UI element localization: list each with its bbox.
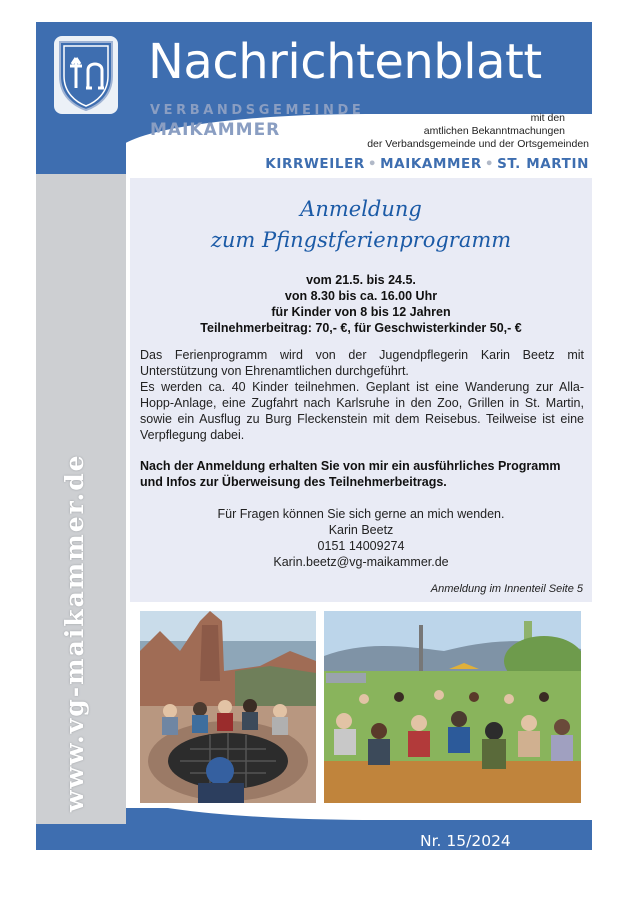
program-details: [130, 272, 592, 336]
footer-white-curve: [126, 808, 592, 820]
town-name: KIRRWEILER: [265, 156, 365, 172]
article-paragraph: Das Ferienprogramm wird von der Jugendpflegerin Karin Beetz mit Unterstützung von Ehrenamtlichen durchgeführt.: [140, 348, 584, 378]
town-separator: •: [367, 156, 378, 172]
article-subheadline: zum Pfingstferienprogramm: [210, 228, 512, 252]
contact-email[interactable]: Karin.beetz@vg-maikammer.de: [273, 555, 449, 569]
contact-phone: 0151 14009274: [317, 539, 405, 553]
tagline-line: amtlichen Bekanntmachungen: [423, 125, 565, 137]
sidebar-blue-bottom: [36, 824, 126, 850]
masthead-vg-name: MAIKAMMER: [150, 120, 281, 140]
tagline-line: der Verbandsgemeinde und der Ortsgemeinden: [367, 138, 589, 150]
contact-block: [130, 506, 592, 570]
town-name: ST. MARTIN: [497, 156, 589, 172]
article-notice: Nach der Anmeldung erhalten Sie von mir ein ausführliches Programm und Infos zur Überweisung des Teilnehmerbeitrags.: [140, 459, 561, 489]
article-paragraph: Es werden ca. 40 Kinder teilnehmen. Geplant ist eine Wanderung zur Alla-Hopp-Anlage, eine Zugfahrt nach Karlsruhe in den Zoo, Grillen in St. Martin, sowie ein Ausflug zu Burg Fleckenstein mit dem Reisebus. Teilweise ist eine Verpflegung dabei.: [140, 380, 584, 442]
children-sitting-on-meadow-photo: [324, 611, 581, 803]
registration-note: Anmeldung im Innenteil Seite 5: [430, 583, 583, 595]
detail-line: Teilnehmerbeitrag: 70,- €, für Geschwisterkinder 50,- €: [200, 321, 522, 335]
footer-band: [126, 808, 592, 850]
town-name: MAIKAMMER: [380, 156, 482, 172]
member-towns: [265, 156, 589, 172]
contact-name: Karin Beetz: [328, 523, 394, 537]
article-headline: Anmeldung: [300, 197, 422, 221]
castle-ruin-photo: [140, 611, 316, 803]
issue-number: Nr. 15/2024: [420, 832, 511, 850]
tagline-line: mit den: [530, 112, 565, 124]
detail-line: von 8.30 bis ca. 16.00 Uhr: [284, 289, 438, 303]
masthead-title: Nachrichtenblatt: [148, 34, 542, 90]
masthead-vg-line: VERBANDSGEMEINDE: [150, 103, 365, 118]
masthead-tagline: [329, 112, 589, 151]
website-url[interactable]: www.vg-maikammer.de: [60, 453, 89, 812]
detail-line: für Kinder von 8 bis 12 Jahren: [271, 305, 451, 319]
town-separator: •: [484, 156, 495, 172]
issue-date-line: 53. Jahrgang • Freitag, den 12. April 2024: [376, 853, 570, 865]
contact-intro: Für Fragen können Sie sich gerne an mich wenden.: [217, 507, 505, 521]
municipal-coat-of-arms-icon: [54, 36, 118, 114]
detail-line: vom 21.5. bis 24.5.: [306, 273, 416, 287]
